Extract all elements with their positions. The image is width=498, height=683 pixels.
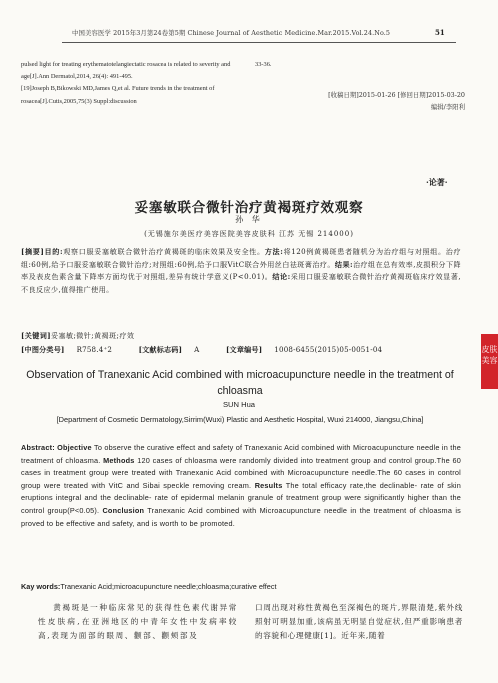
conclusion-cn-label: 结论: bbox=[272, 272, 291, 282]
method-cn: 将120例黄褐斑患者随机分为治疗组与对照组。治疗组:60例,给予口服妥塞敏联合微针治疗;对照组:60例,给予口服VitC联合外用丝白祛斑膏治疗。 bbox=[21, 247, 461, 269]
clc-value: R758.4⁺2 bbox=[76, 345, 113, 354]
results-en-label: Results bbox=[254, 480, 283, 490]
page-number: 51 bbox=[435, 28, 445, 37]
article-dates bbox=[285, 89, 465, 114]
methods-en-label: Methods bbox=[103, 455, 135, 465]
objective-en: To observe the curative effect and safety of Tranexanic Acid combined with Microacupuncture needle in the treatment of chloasma. bbox=[21, 443, 461, 465]
body-text-right: 口周出现对称性黄褐色至深褐色的斑片,界限清楚,紫外线照射可明显加重,该病虽无明显自觉症状,但严重影响患者的容貌和心理健康[1]。近年来,随着 bbox=[255, 603, 463, 641]
keywords-cn-label: [关键词] bbox=[21, 331, 51, 340]
abstract-cn bbox=[21, 246, 461, 296]
conclusion-en: Tranexanic Acid combined with Microacupuncture needle in the treatment of chloasma is proved to be effective and safety, and is worth to be promoted. bbox=[21, 505, 461, 528]
objective-en-label: Objective bbox=[57, 443, 92, 452]
objective-cn-label: 目的: bbox=[44, 247, 64, 256]
method-cn-label: 方法: bbox=[264, 247, 284, 256]
doc-code-label: [文献标志码] bbox=[138, 345, 183, 354]
body-text-left: 黄褐斑是一种临床常见的获得性色素代谢异常性皮肤病,在亚洲地区的中青年女性中发病率较高,表现为面部的眼周、颧部、颧颊部及 bbox=[38, 603, 238, 641]
abstract-en bbox=[21, 442, 461, 530]
objective-cn: 观察口服妥塞敏联合微针治疗黄褐斑的临床效果及安全性。 bbox=[63, 247, 265, 256]
keywords-cn bbox=[21, 331, 134, 341]
article-no-label: [文章编号] bbox=[225, 345, 263, 354]
abstract-en-label: Abstract: bbox=[21, 443, 55, 452]
received-revised-dates: [收稿日期]2015-01-26 [修回日期]2015-03-20 bbox=[328, 91, 465, 99]
classification-line bbox=[21, 345, 406, 355]
abstract-cn-label: [摘要] bbox=[21, 247, 45, 256]
keywords-en-text: Tranexanic Acid;microacupuncture needle;chloasma;curative effect bbox=[60, 582, 277, 591]
references-left: pulsed light for treating erythematotelangiectatic rosacea is related to severity and age[J].Ann Dermatol,2014, 26(4): 491-495. [19]Joseph B,Bikowski MD,James Q,et al. Future trends in the treatment of rosacea[J].Cutis,2005,75(3) Suppl:discussion bbox=[21, 61, 231, 105]
result-cn: 治疗组在总有效率,皮损积分下降率及表皮色素含量下降率方面均优于对照组,差异有统计学意义(P<0.01)。 bbox=[21, 259, 461, 282]
conclusion-cn: 采用口服妥塞敏联合微针治疗黄褐斑临床疗效显著,不良反应少,值得推广使用。 bbox=[21, 272, 462, 294]
affiliation-en: [Department of Cosmetic Dermatology,Sirrim(Wuxi) Plastic and Aesthetic Hospital, Wuxi 214000, Jiangsu,China] bbox=[56, 415, 424, 424]
side-tab: 皮肤美容 bbox=[481, 334, 498, 389]
result-cn-label: 结果: bbox=[334, 259, 353, 269]
title-en: Observation of Tranexanic Acid combined with microacupuncture needle in the treatment of chloasma bbox=[26, 369, 454, 397]
methods-en: 120 cases of chloasma were randomly divided into treatment group and control group.The 60 cases in treatment group were treated with Tranexanic Acid combined with Microacupuncture needle.The 60 cases in control group were treated with VitC and Sibai speckle removing cream. bbox=[21, 455, 461, 490]
affiliation-cn: (无锡施尔美医疗美容医院美容皮肤科 江苏 无锡 214000) bbox=[144, 230, 354, 238]
clc-label: [中图分类号] bbox=[21, 345, 65, 354]
header-rule bbox=[62, 42, 456, 43]
references-right: 33-36. bbox=[255, 61, 272, 68]
author-cn: 孙 华 bbox=[235, 215, 263, 224]
editor: 编辑/李阳利 bbox=[430, 103, 465, 112]
doc-code-value: A bbox=[194, 345, 200, 354]
keywords-cn-text: 妥塞敏;微针;黄褐斑;疗效 bbox=[51, 331, 135, 340]
running-title: 中国美容医学 2015年3月第24卷第5期 Chinese Journal of Aesthetic Medicine.Mar.2015.Vol.24.No.5 bbox=[72, 29, 391, 37]
results-en: The total efficacy rate,the declinable- rate of skin eruptions integral and the declinable- rate of epidermal melanin granule of treatment group were significantly higher than the control group(P<0.05). bbox=[21, 480, 461, 515]
page-header bbox=[0, 0, 498, 44]
article-no-value: 1008-6455(2015)05-0051-04 bbox=[274, 345, 383, 354]
title-cn: 妥塞敏联合微针治疗黄褐斑疗效观察 bbox=[134, 200, 364, 216]
author-en: SUN Hua bbox=[222, 400, 256, 409]
keywords-en bbox=[21, 582, 277, 591]
conclusion-en-label: Conclusion bbox=[102, 505, 145, 515]
section-tag: ·论著· bbox=[426, 177, 448, 187]
keywords-en-label: Kay words: bbox=[21, 582, 61, 591]
